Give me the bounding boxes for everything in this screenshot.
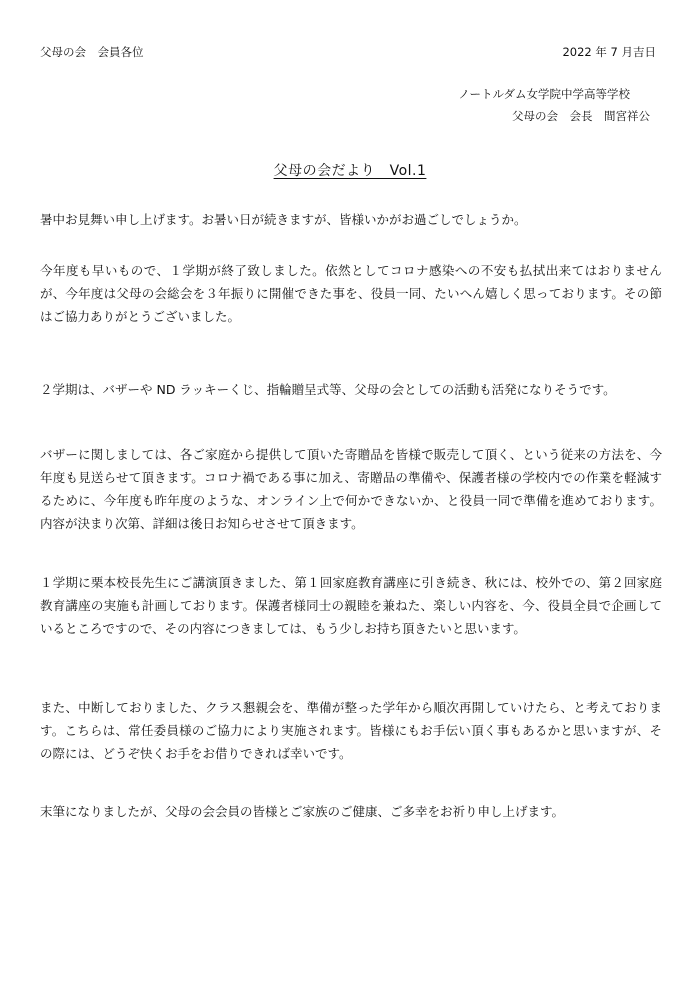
paragraph-second-term: ２学期は、バザーや ND ラッキーくじ、指輪贈呈式等、父母の会としての活動も活発になりそうです。 bbox=[40, 382, 616, 397]
paragraph-closing: 末筆になりましたが、父母の会会員の皆様とご家族のご健康、ご多幸をお祈り申し上げます。 bbox=[40, 804, 565, 819]
paragraph-education-lecture: １学期に栗本校長先生にご講演頂きました、第１回家庭教育講座に引き続き、秋には、校外での、第２回家庭教育講座の実施も計画しております。保護者様同士の親睦を兼ねた、楽しい内容を、今、役員全員で企画しているところですので、その内容につきましては、もう少しお持ち頂きたいと思います。 bbox=[40, 575, 662, 636]
school-name: ノートルダム女学院中学高等学校 bbox=[458, 87, 630, 101]
paragraph-first-term: 今年度も早いもので、１学期が終了致しました。依然としてコロナ感染への不安も払拭出来てはおりませんが、今年度は父母の会総会を３年振りに開催できた事を、役員一同、たいへん嬉しく思っております。その節はご協力ありがとうございました。 bbox=[40, 263, 662, 324]
sender-chair: 父母の会 会長 間宮祥公 bbox=[512, 109, 650, 123]
paragraph-bazaar: バザーに関しましては、各ご家庭から提供して頂いた寄贈品を皆様で販売して頂く、という従来の方法を、今年度も見送らせて頂きます。コロナ禍である事に加え、寄贈品の準備や、保護者様の学校内での作業を軽減するために、今年度も昨年度のような、オンライン上で何かできないか、と役員一同で準備を進めております。内容が決まり次第、詳細は後日お知らせさせて頂きます。 bbox=[40, 447, 662, 531]
addressee: 父母の会 会員各位 bbox=[40, 45, 144, 59]
issue-date: 2022 年 7 月吉日 bbox=[562, 45, 656, 59]
newsletter-title: 父母の会だより Vol.1 bbox=[273, 163, 427, 179]
newsletter-title-block bbox=[0, 160, 700, 180]
paragraph-class-gathering: また、中断しておりました、クラス懇親会を、準備が整った学年から順次再開していけたら、と考えております。こちらは、常任委員様のご協力により実施されます。皆様にもお手伝い頂く事もあるかと思いますが、その際には、どうぞ快くお手をお借りできれば幸いです。 bbox=[40, 700, 662, 761]
paragraph-greeting: 暑中お見舞い申し上げます。お暑い日が続きますが、皆様いかがお過ごしでしょうか。 bbox=[40, 212, 527, 227]
